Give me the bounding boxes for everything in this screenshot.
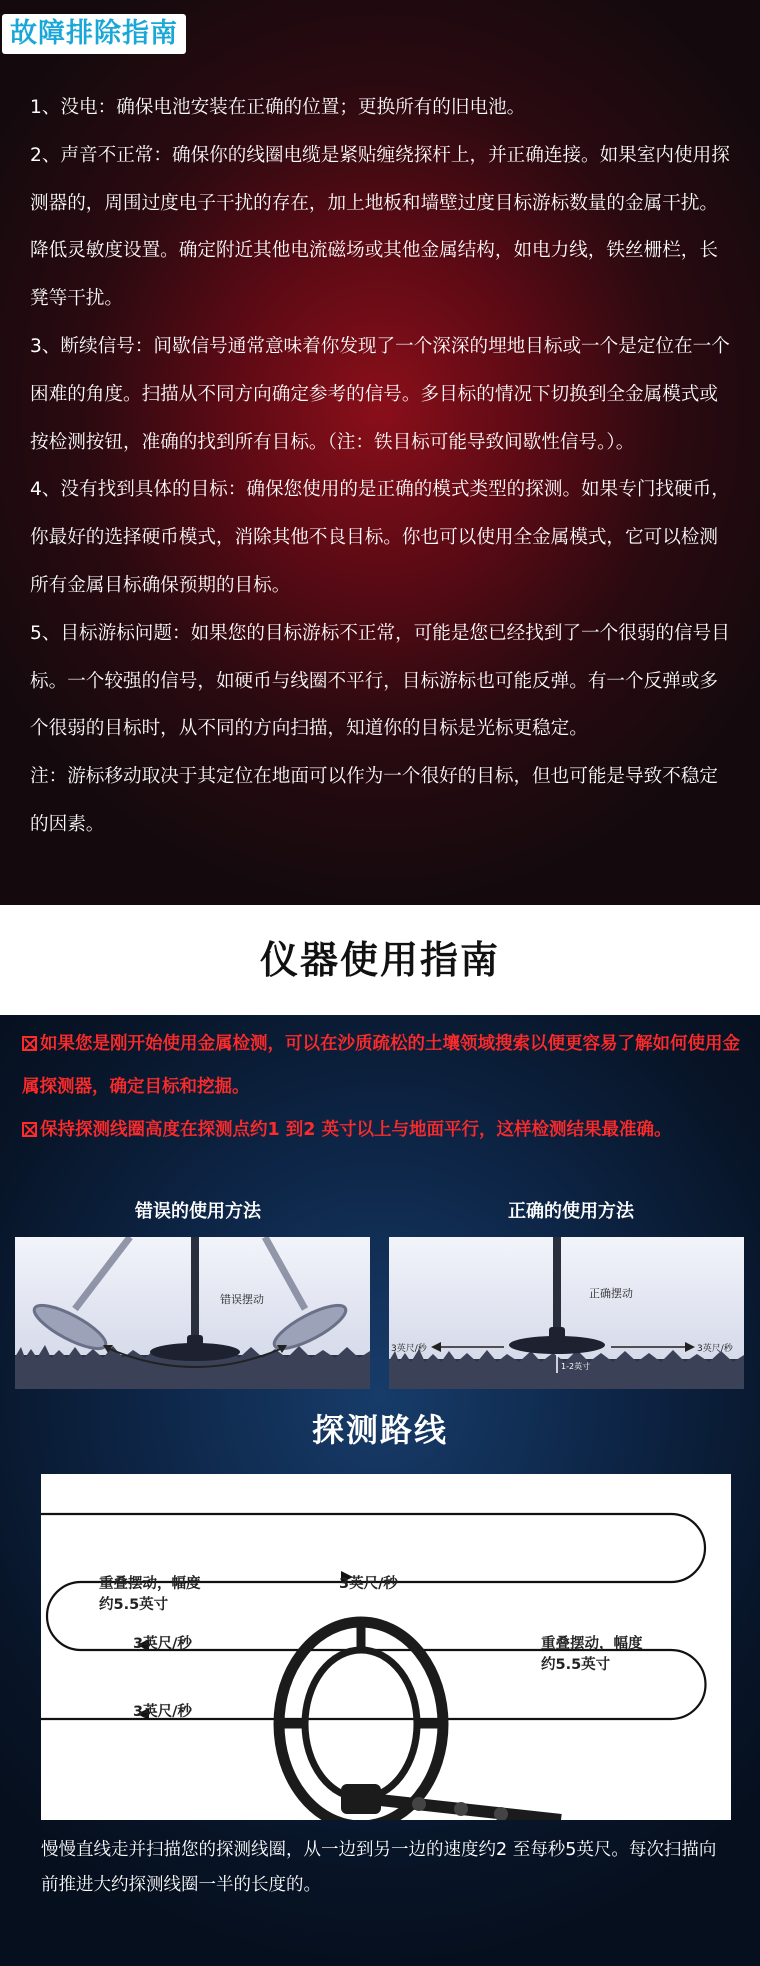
trouble-item-1: 1、没电：确保电池安装在正确的位置；更换所有的旧电池。	[30, 97, 526, 118]
trouble-item-2: 2、声音不正常：确保你的线圈电缆是紧贴缠绕探杆上，并正确连接。如果室内使用探测器的，周围过度电子干扰的存在，加上地板和墙壁过度目标游标数量的金属干扰。降低灵敏度设置。确定附近其他电流磁场或其他金属结构，如电力线，铁丝栅栏，长凳等干扰。	[30, 144, 730, 310]
speed-right-text: 3英尺/秒	[697, 1344, 733, 1354]
trouble-item-3: 3、断续信号：间歇信号通常意味着你发现了一个深深的埋地目标或一个是定位在一个困难的角度。扫描从不同方向确定参考的信号。多目标的情况下切换到全金属模式或按检测按钮，准确的找到所有目标。（注：铁目标可能导致间歇性信号。）。	[30, 335, 730, 453]
route-diagram	[41, 1474, 731, 1820]
guide-notes	[22, 1023, 742, 1152]
speed-left-text: 3英尺/秒	[391, 1344, 427, 1354]
height-text: 1-2英寸	[561, 1362, 591, 1371]
guide-header	[0, 905, 760, 1015]
wrong-usage-label: 错误的使用方法	[135, 1201, 261, 1222]
right-usage-label: 正确的使用方法	[508, 1201, 634, 1222]
search-coil-icon	[279, 1622, 561, 1820]
route-title: 探测路线	[311, 1411, 448, 1449]
trouble-item-5: 5、目标游标问题：如果您的目标游标不正常，可能是您已经找到了一个很弱的信号目标。一个较强的信号，如硬币与线圈不平行，目标游标也可能反弹。有一个反弹或多个很弱的目标时，从不同的方向扫描，知道你的目标是光标更稳定。	[30, 622, 730, 740]
guide-note-1: 如果您是刚开始使用金属检测，可以在沙质疏松的土壤领域搜索以便更容易了解如何使用金属探测器，确定目标和挖掘。	[22, 1034, 740, 1097]
guide-footer	[41, 1833, 731, 1903]
troubleshooting-body	[30, 84, 735, 849]
right-usage-illustration	[389, 1237, 744, 1389]
trouble-item-4: 4、没有找到具体的目标：确保您使用的是正确的模式类型的探测。如果专门找硬币，你最好的选择硬币模式，消除其他不良目标。你也可以使用全金属模式，它可以检测所有金属目标确保预期的目标。	[30, 479, 730, 596]
route-speed-top: 3英尺/秒	[339, 1576, 398, 1592]
route-speed-bottom: 3英尺/秒	[133, 1704, 192, 1720]
route-overlap-label-1: 重叠摆动，幅度约5.5英寸	[99, 1576, 201, 1613]
cross-box-icon	[22, 1036, 37, 1051]
cross-box-icon	[22, 1122, 37, 1137]
guide-footer-text: 慢慢直线走并扫描您的探测线圈，从一边到另一边的速度约2 至每秒5英尺。每次扫描向前推进大约探测线圈一半的长度的。	[41, 1840, 717, 1895]
route-speed-mid: 3英尺/秒	[133, 1636, 192, 1652]
troubleshooting-title: 故障排除指南	[2, 14, 186, 54]
trouble-note: 注：游标移动取决于其定位在地面可以作为一个很好的目标，但也可能是导致不稳定的因素。	[30, 766, 718, 835]
guide-section	[0, 1015, 760, 1966]
wrong-usage-illustration	[15, 1237, 370, 1389]
wrong-swing-text: 错误摆动	[220, 1293, 264, 1306]
route-overlap-label-2: 重叠摆动，幅度约5.5英寸	[541, 1636, 643, 1673]
right-swing-text: 正确摆动	[589, 1287, 633, 1300]
troubleshooting-section	[0, 0, 760, 905]
guide-note-2: 保持探测线圈高度在探测点约1 到2 英寸以上与地面平行，这样检测结果最准确。	[22, 1109, 742, 1152]
guide-title: 仪器使用指南	[259, 938, 500, 982]
